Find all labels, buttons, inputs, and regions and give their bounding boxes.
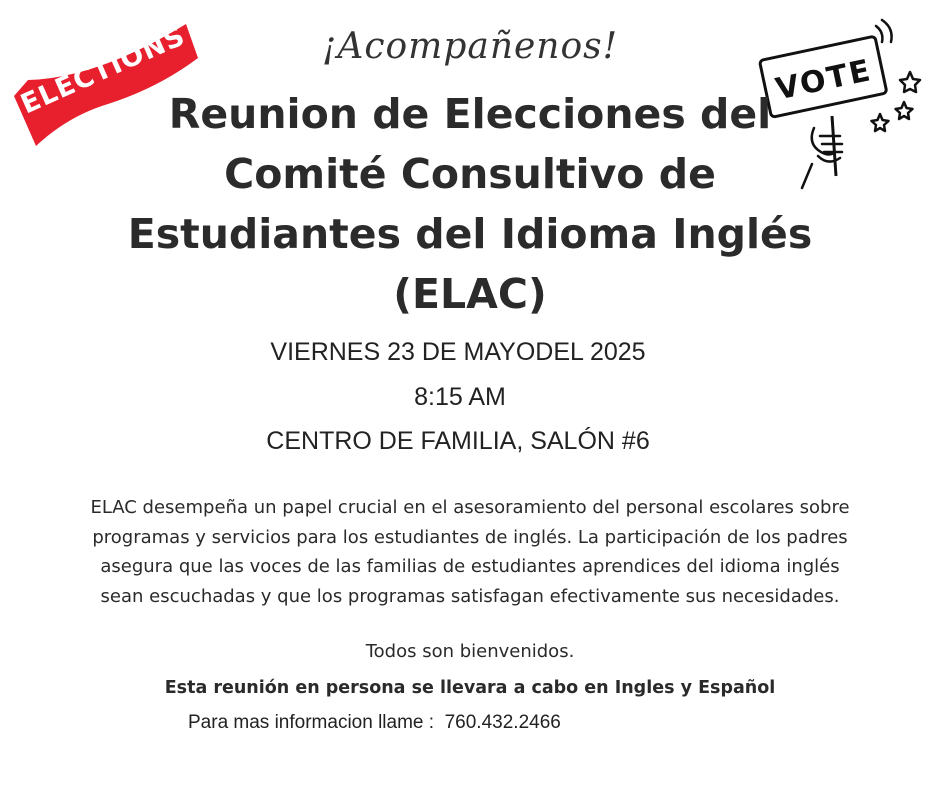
event-location: CENTRO DE FAMILIA, SALÓN #6 — [266, 427, 650, 455]
title-line: Estudiantes del Idioma Inglés — [127, 210, 813, 258]
title-line: Reunion de Elecciones del — [168, 90, 772, 138]
description — [50, 493, 890, 611]
bilingual-note: Esta reunión en persona se llevara a cabo en Ingles y Español — [164, 678, 776, 698]
welcome-text: Todos son bienvenidos. — [365, 641, 575, 662]
description-line: asegura que las voces de las familias de estudiantes aprendices del idioma inglés — [100, 556, 840, 577]
event-time: 8:15 AM — [414, 383, 506, 411]
title-line: Comité Consultivo de — [224, 150, 716, 198]
banner-text: ELECTIONS — [16, 20, 190, 121]
title-line: (ELAC) — [393, 270, 547, 318]
description-line: ELAC desempeña un papel crucial en el asesoramiento del personal escolares sobre — [90, 497, 850, 518]
description-line: sean escuchadas y que los programas satisfagan efectivamente sus necesidades. — [100, 585, 840, 607]
tagline: ¡Acompañenos! — [321, 26, 619, 67]
contact-label: Para mas informacion llame : — [188, 712, 435, 733]
contact-line — [188, 712, 561, 734]
description-line: programas y servicios para los estudiantes de inglés. La participación de los padres — [92, 526, 848, 548]
event-date: VIERNES 23 DE MAYODEL 2025 — [270, 338, 646, 366]
vote-sign-text: VOTE — [772, 52, 876, 108]
contact-phone: 760.432.2466 — [444, 712, 561, 733]
page-title — [120, 84, 820, 324]
